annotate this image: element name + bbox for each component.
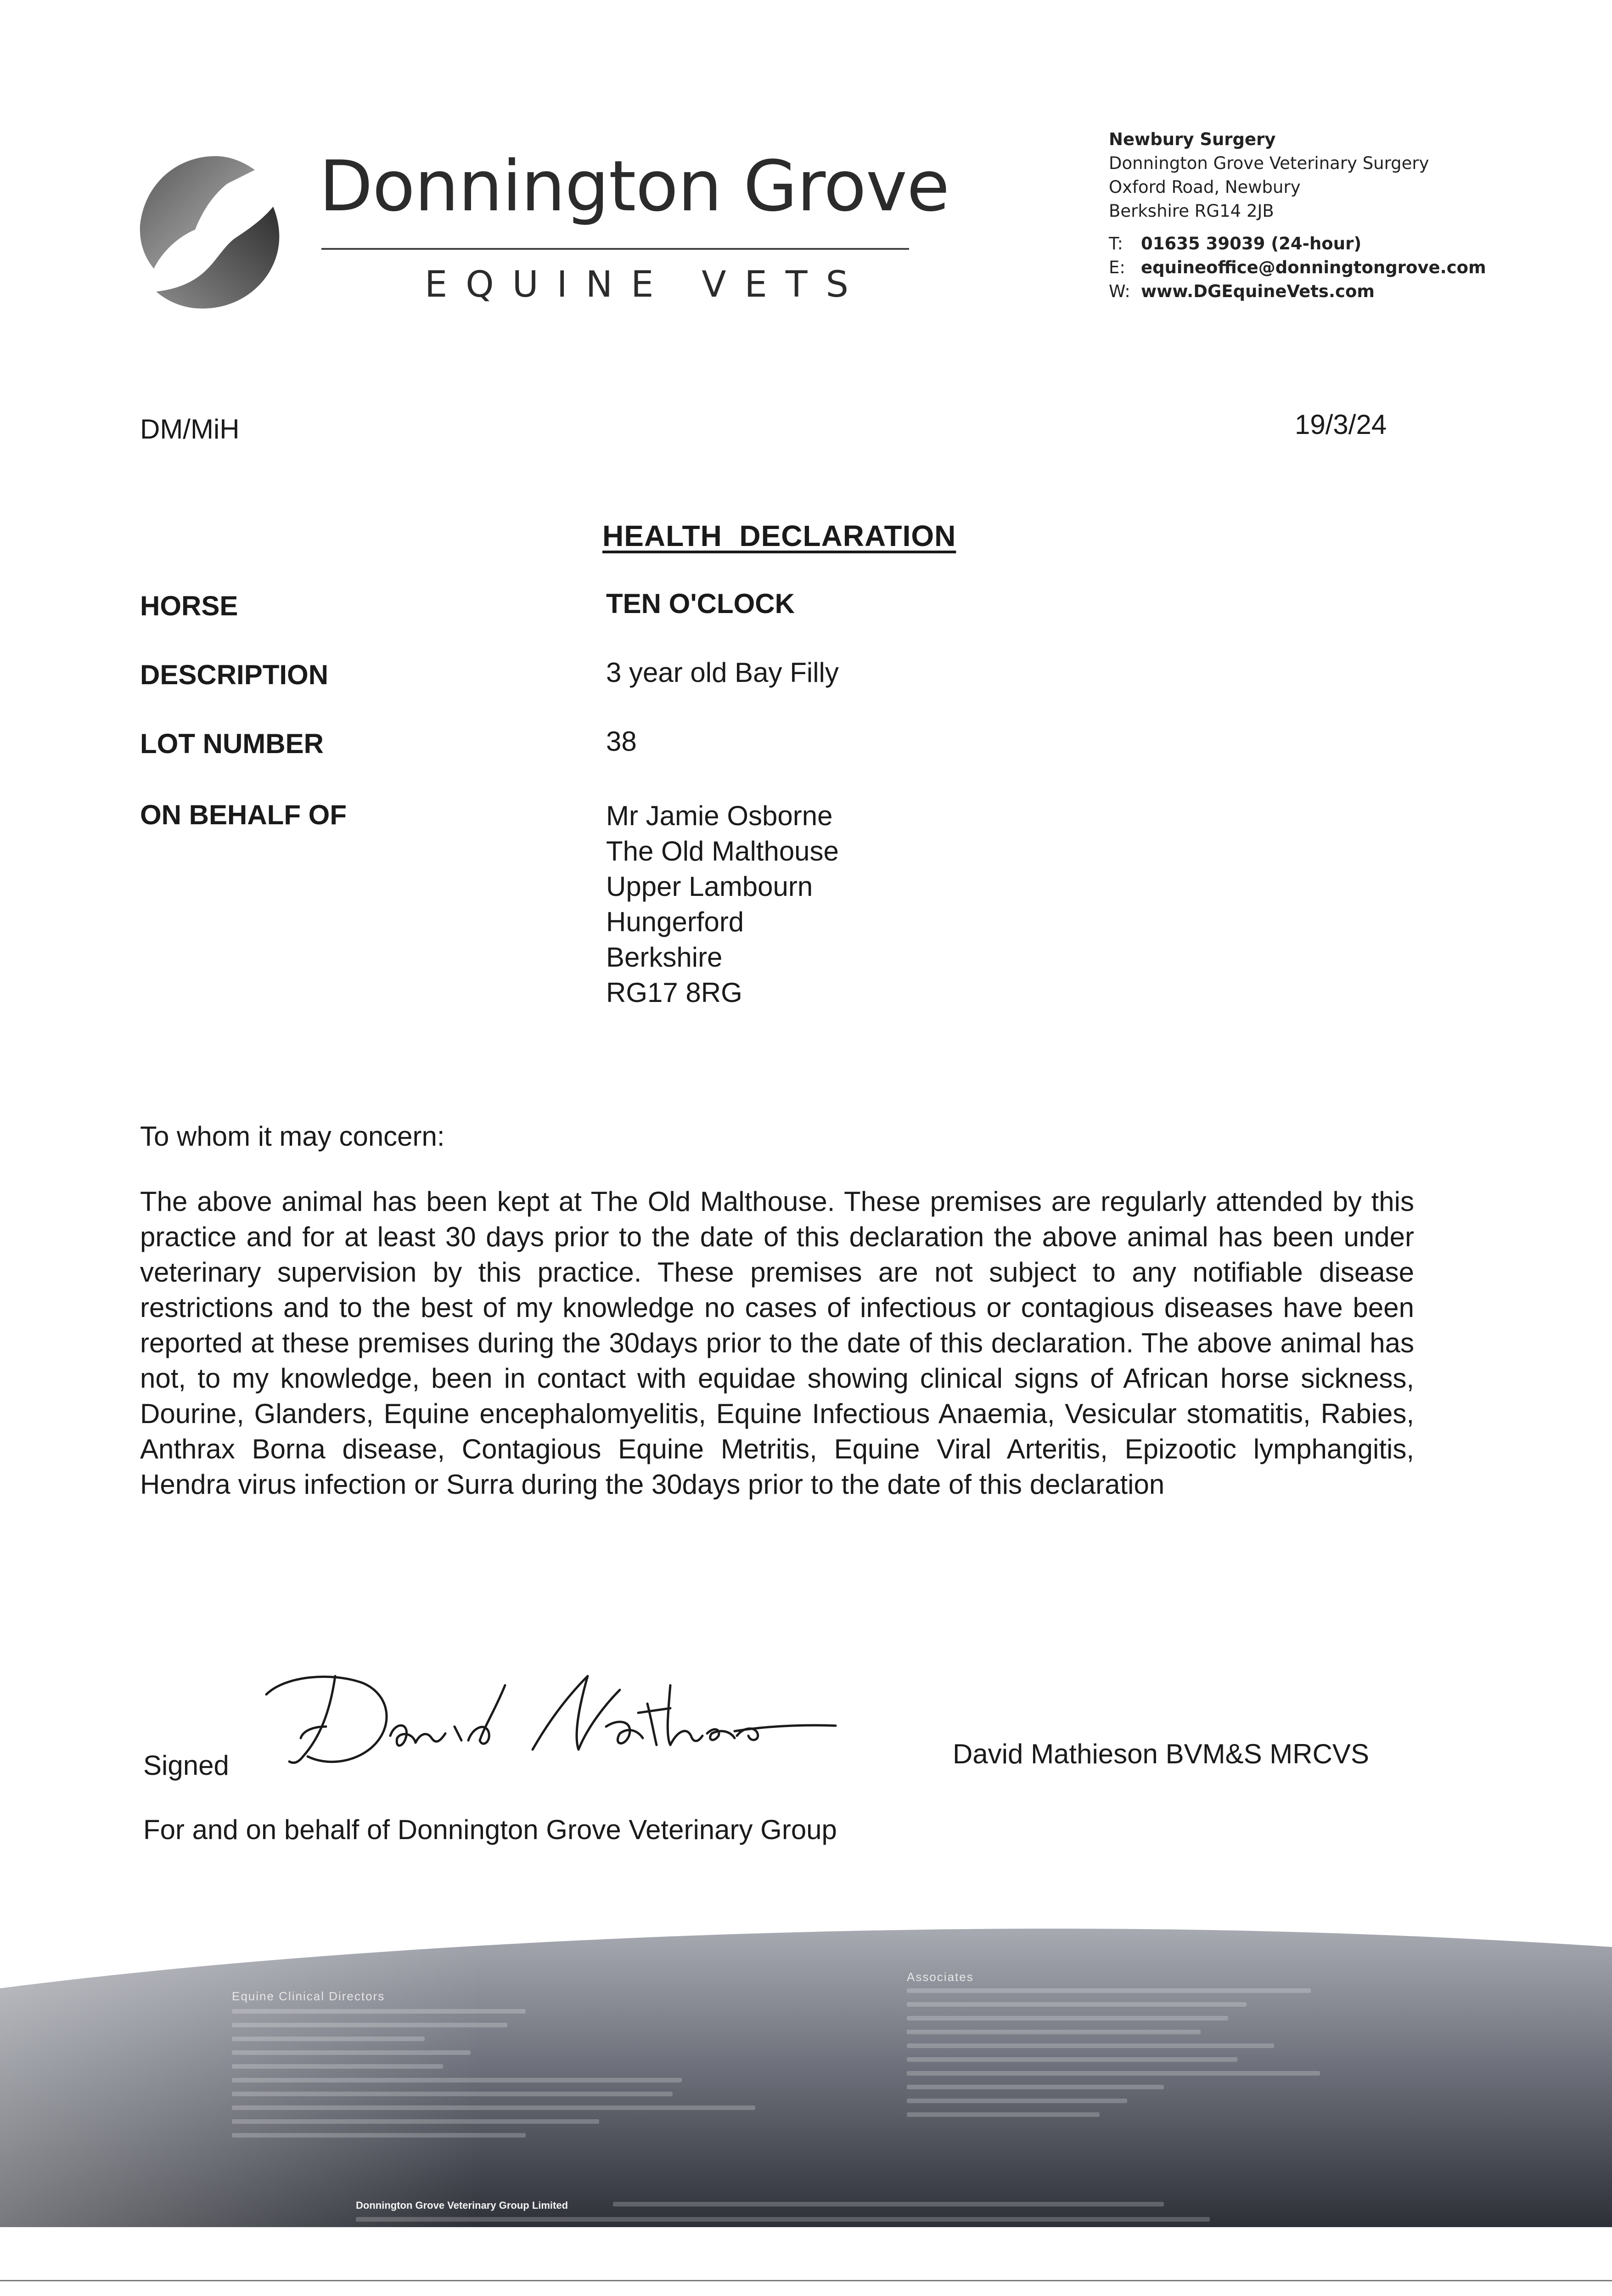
footer-text-line — [232, 2037, 425, 2041]
horse-label: HORSE — [140, 591, 238, 621]
bottom-divider — [0, 2280, 1612, 2281]
footer-text-line — [907, 2016, 1228, 2020]
document-title: HEALTH DECLARATION — [602, 519, 956, 552]
email-address: equineoffice@donningtongrove.com — [1141, 258, 1486, 277]
email-row: E: equineoffice@donningtongrove.com — [1109, 258, 1486, 277]
owner-address-line: The Old Malthouse — [606, 836, 839, 867]
footer-text-line — [907, 1988, 1311, 1993]
footer-text-line — [907, 2099, 1127, 2103]
address-line: Donnington Grove Veterinary Surgery — [1109, 153, 1429, 173]
surgery-name: Newbury Surgery — [1109, 129, 1276, 149]
description-label: DESCRIPTION — [140, 659, 329, 690]
owner-address-line: Berkshire — [606, 942, 723, 973]
on-behalf-of-label: ON BEHALF OF — [140, 799, 347, 830]
horse-value: TEN O'CLOCK — [606, 588, 795, 619]
footer-text-line — [232, 2078, 682, 2082]
owner-address-line: Mr Jamie Osborne — [606, 800, 833, 831]
address-line: Berkshire RG14 2JB — [1109, 201, 1274, 221]
lot-number-value: 38 — [606, 726, 637, 757]
footer-directors-title: Equine Clinical Directors — [232, 1989, 385, 2003]
document-date: 19/3/24 — [1295, 409, 1387, 440]
footer-text-line — [232, 2023, 507, 2027]
footer-associates-title: Associates — [907, 1970, 974, 1984]
footer-text-line — [907, 2043, 1274, 2048]
footer-text-line — [356, 2217, 1210, 2222]
footer-text-line — [232, 2064, 443, 2069]
phone-number: 01635 39039 (24-hour) — [1141, 234, 1362, 253]
footer-text-line — [907, 2057, 1237, 2062]
website-row: W: www.DGEquineVets.com — [1109, 281, 1375, 301]
owner-address-line: Hungerford — [606, 906, 744, 937]
footer-text-line — [907, 2030, 1201, 2034]
footer-text-line — [232, 2092, 673, 2096]
signatory-name: David Mathieson BVM&S MRCVS — [953, 1739, 1369, 1769]
description-value: 3 year old Bay Filly — [606, 657, 839, 688]
footer-company-name: Donnington Grove Veterinary Group Limited — [356, 2200, 568, 2211]
footer-text-line — [907, 2112, 1100, 2117]
surgery-address — [1109, 128, 1429, 223]
greeting: To whom it may concern: — [140, 1121, 445, 1152]
owner-address — [606, 798, 839, 1010]
footer-text-line — [907, 2071, 1320, 2076]
brand-subtitle: EQUINE VETS — [425, 264, 867, 305]
footer-text-line — [232, 2119, 599, 2124]
footer-text-line — [232, 2009, 526, 2014]
footer-text-line — [907, 2002, 1247, 2007]
reference-code: DM/MiH — [140, 414, 240, 445]
phone-row: T: 01635 39039 (24-hour) — [1109, 234, 1362, 253]
owner-address-line: RG17 8RG — [606, 977, 742, 1008]
signed-label: Signed — [143, 1750, 229, 1781]
website-url: www.DGEquineVets.com — [1141, 281, 1375, 301]
lot-number-label: LOT NUMBER — [140, 728, 324, 759]
footer-text-line — [232, 2050, 471, 2055]
handwritten-signature — [257, 1658, 840, 1777]
logo-icon — [135, 152, 296, 317]
declaration-body: The above animal has been kept at The Old Malthouse. These premises are regularly attended by this practice and for at least 30 days prior to the date of this declaration the above animal has been under veterinary supervision by this practice. These premises are not subject to any notifiable disease restrictions and to the best of my knowledge no cases of infectious or contagious diseases have been reported at these premises during the 30days prior to the date of this declaration. The above animal has not, to my knowledge, been in contact with equidae showing clinical signs of African horse sickness, Dourine, Glanders, Equine encephalomyelitis, Equine Infectious Anaemia, Vesicular stomatitis, Rabies, Anthrax Borna disease, Contagious Equine Metritis, Equine Viral Arteritis, Epizootic lymphangitis, Hendra virus infection or Surra during the 30days prior to the date of this declaration — [140, 1186, 1414, 1500]
footer-text-line — [907, 2085, 1164, 2089]
footer-text-line — [232, 2105, 755, 2110]
contact-details — [1109, 232, 1486, 304]
on-behalf-statement: For and on behalf of Donnington Grove Veterinary Group — [143, 1814, 837, 1845]
owner-address-line: Upper Lambourn — [606, 871, 813, 902]
footer-band — [0, 1919, 1612, 2245]
address-line: Oxford Road, Newbury — [1109, 177, 1301, 197]
footer-text-line — [613, 2202, 1164, 2206]
brand-divider — [321, 248, 909, 250]
brand-name: Donnington Grove — [319, 146, 949, 227]
footer-text-line — [232, 2133, 526, 2138]
